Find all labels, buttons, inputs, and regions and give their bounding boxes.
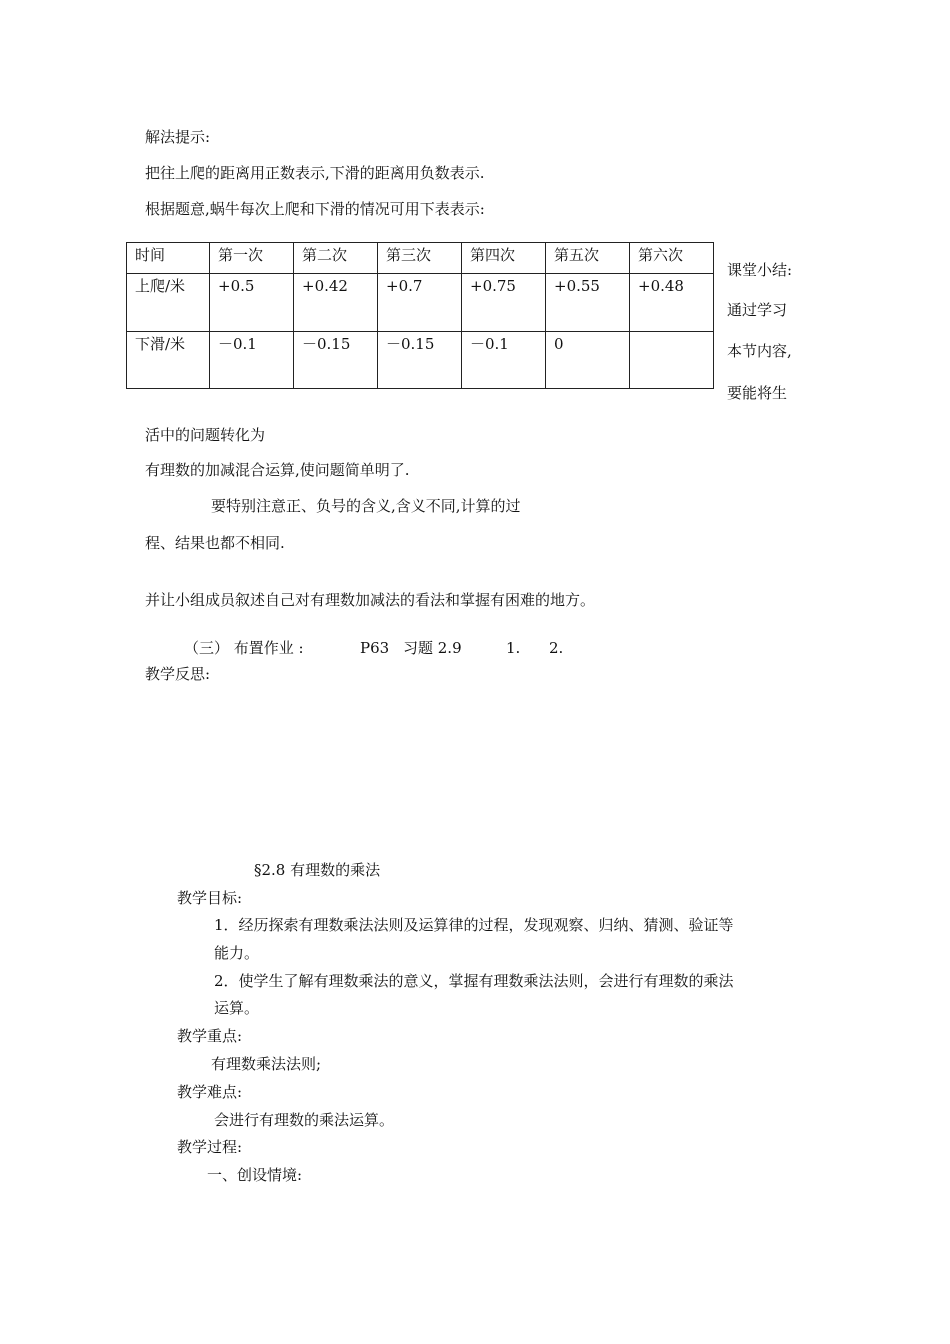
homework-label: （三） 布置作业 : — [184, 639, 304, 657]
table-cell: 0 — [546, 332, 630, 389]
table-cell: 下滑/米 — [127, 332, 210, 389]
section-title: §2.8 有理数的乘法 — [254, 861, 381, 879]
process-label: 教学过程: — [177, 1138, 243, 1156]
table-header-cell: 第四次 — [462, 243, 546, 274]
side-note-line: 课堂小结: — [727, 261, 793, 279]
goals-label: 教学目标: — [177, 889, 243, 907]
table-cell — [630, 332, 714, 389]
table-header-cell: 第五次 — [546, 243, 630, 274]
goal-1-line-1: 1．经历探索有理数乘法法则及运算律的过程，发现观察、归纳、猜测、验证等 — [214, 916, 734, 934]
table-header-cell: 时间 — [127, 243, 210, 274]
goal-2-line-2: 运算。 — [214, 999, 260, 1017]
summary-line-3: 要特别注意正、负号的含义,含义不同,计算的过 — [211, 497, 521, 515]
table-header-cell: 第一次 — [210, 243, 294, 274]
homework-page: P63 — [360, 639, 390, 657]
hint-title: 解法提示: — [145, 128, 211, 146]
table-cell: +0.48 — [630, 274, 714, 332]
hint-line-1: 把往上爬的距离用正数表示,下滑的距离用负数表示. — [145, 164, 485, 182]
table-header-cell: 第六次 — [630, 243, 714, 274]
group-discussion-line: 并让小组成员叙述自己对有理数加减法的看法和掌握有困难的地方。 — [145, 591, 596, 609]
table-cell: +0.75 — [462, 274, 546, 332]
table-cell: －0.1 — [210, 332, 294, 389]
goal-2-line-1: 2．使学生了解有理数乘法的意义，掌握有理数乘法法则，会进行有理数的乘法 — [214, 972, 734, 990]
side-note-line: 通过学习 — [727, 301, 788, 319]
goal-1-line-2: 能力。 — [214, 944, 260, 962]
key-point-label: 教学重点: — [177, 1027, 243, 1045]
table-header-cell: 第二次 — [294, 243, 378, 274]
table-row — [127, 274, 714, 332]
reflection-label: 教学反思: — [145, 665, 211, 683]
summary-line-1: 活中的问题转化为 — [145, 426, 266, 444]
hint-line-2: 根据题意,蜗牛每次上爬和下滑的情况可用下表表示: — [145, 200, 485, 218]
snail-table — [126, 242, 714, 389]
table-header-row — [127, 243, 714, 274]
side-note-line: 本节内容, — [727, 342, 792, 360]
homework-item: 2. — [549, 639, 564, 657]
step-1: 一、创设情境: — [207, 1166, 303, 1184]
table-row — [127, 332, 714, 389]
table-cell: +0.42 — [294, 274, 378, 332]
table-cell: +0.7 — [378, 274, 462, 332]
homework-exercise: 习题 2.9 — [403, 639, 462, 657]
table-cell: 上爬/米 — [127, 274, 210, 332]
summary-line-2: 有理数的加减混合运算,使问题简单明了. — [145, 461, 410, 479]
key-point-text: 有理数乘法法则; — [211, 1055, 322, 1073]
summary-line-4: 程、结果也都不相同. — [145, 534, 285, 552]
table-cell: －0.15 — [378, 332, 462, 389]
difficulty-text: 会进行有理数的乘法运算。 — [214, 1111, 395, 1129]
table-header-cell: 第三次 — [378, 243, 462, 274]
difficulty-label: 教学难点: — [177, 1083, 243, 1101]
table-cell: +0.55 — [546, 274, 630, 332]
table-cell: +0.5 — [210, 274, 294, 332]
table-cell: －0.15 — [294, 332, 378, 389]
table-cell: －0.1 — [462, 332, 546, 389]
side-note-line: 要能将生 — [727, 384, 788, 402]
homework-item: 1. — [506, 639, 521, 657]
